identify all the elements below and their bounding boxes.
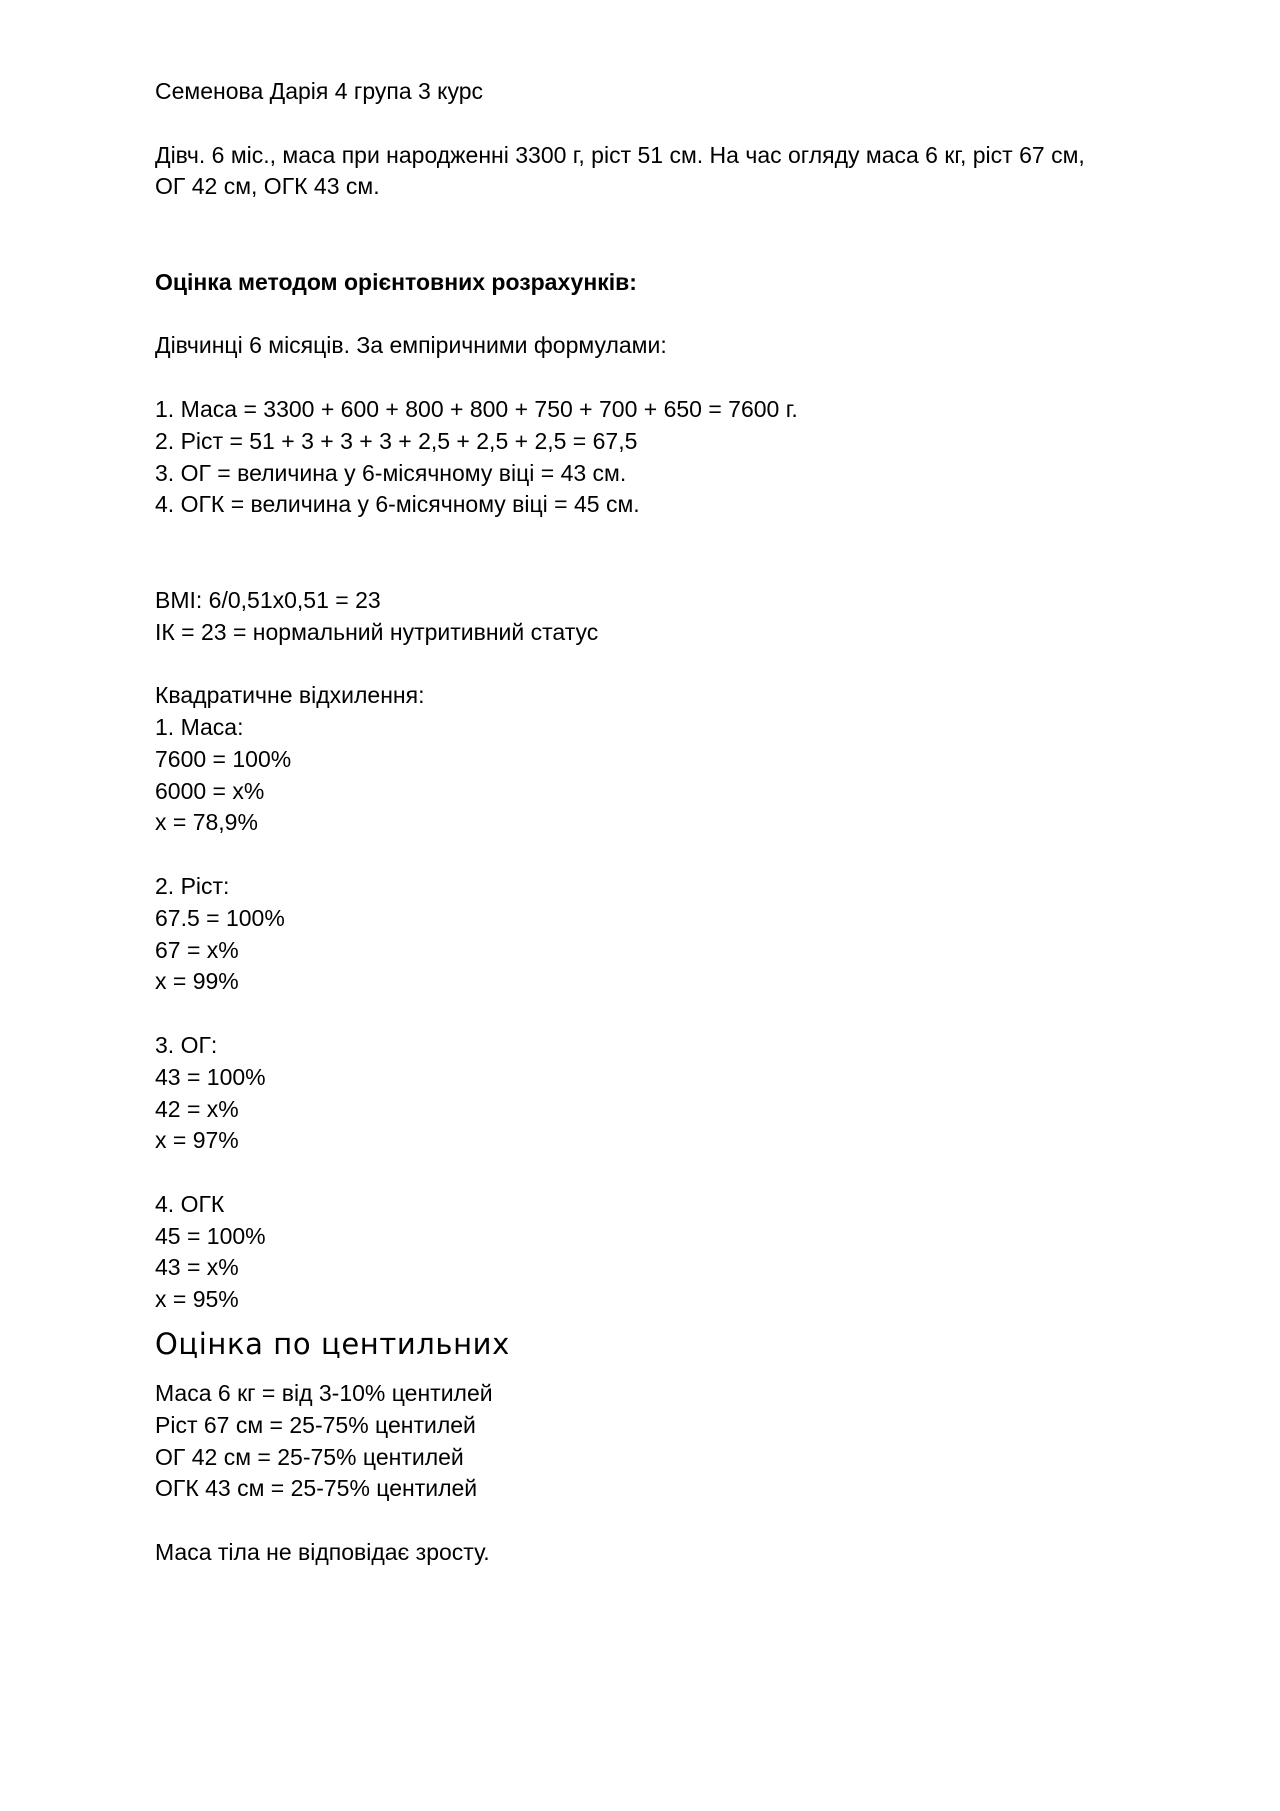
deviation-line: 67.5 = 100% xyxy=(155,904,285,931)
centile-item: ОГК 43 см = 25-75% центилей xyxy=(155,1475,478,1502)
centile-item: ОГ 42 см = 25-75% центилей xyxy=(155,1443,464,1470)
deviation-line: 7600 = 100% xyxy=(155,745,292,772)
centile-item: Маса 6 кг = від 3-10% центилей xyxy=(155,1380,493,1407)
deviation-line: х = 97% xyxy=(155,1127,239,1154)
formula-item: 3. ОГ = величина у 6-місячному віці = 43 см. xyxy=(155,459,627,486)
author-line: Семенова Дарія 4 група 3 курс xyxy=(155,78,484,104)
intro-line: ОГ 42 см, ОГК 43 см. xyxy=(155,173,380,200)
deviation-line: 4. ОГК xyxy=(155,1190,225,1217)
deviation-line: 6000 = х% xyxy=(155,777,265,804)
formula-item: 1. Маса = 3300 + 600 + 800 + 800 + 750 + 700 + 650 = 7600 г. xyxy=(155,395,798,422)
centile-heading: Оцінка по центильних xyxy=(155,1327,510,1362)
conclusion: Маса тіла не відповідає зросту. xyxy=(155,1539,490,1566)
centile-item: Ріст 67 см = 25-75% центилей xyxy=(155,1411,476,1438)
formula-item: 4. ОГК = величина у 6-місячному віці = 45 см. xyxy=(155,491,640,518)
deviation-line: 2. Ріст: xyxy=(155,872,230,899)
deviation-line: 67 = х% xyxy=(155,936,239,963)
deviation-line: 1. Маса: xyxy=(155,713,244,740)
deviation-line: 43 = х% xyxy=(155,1254,239,1281)
deviation-line: х = 95% xyxy=(155,1286,239,1313)
section-subtitle: Дівчинці 6 місяців. За емпіричними формулами: xyxy=(155,332,667,359)
bmi-formula: ВМІ: 6/0,51х0,51 = 23 xyxy=(155,586,381,613)
deviation-line: 42 = х% xyxy=(155,1095,239,1122)
section-title: Оцінка методом орієнтовних розрахунків: xyxy=(155,268,637,295)
deviation-line: 45 = 100% xyxy=(155,1222,266,1249)
bmi-result: ІК = 23 = нормальний нутритивний статус xyxy=(155,618,599,645)
document-body xyxy=(155,76,1135,1569)
deviation-line: х = 99% xyxy=(155,968,239,995)
deviation-line: х = 78,9% xyxy=(155,809,258,836)
deviation-line: 43 = 100% xyxy=(155,1063,266,1090)
deviation-line: 3. ОГ: xyxy=(155,1031,218,1058)
deviation-title: Квадратичне відхилення: xyxy=(155,682,425,709)
intro-line: Дівч. 6 міс., маса при народженні 3300 г, ріст 51 см. На час огляду маса 6 кг, ріст 67 см, xyxy=(155,141,1085,168)
formula-item: 2. Ріст = 51 + 3 + 3 + 3 + 2,5 + 2,5 + 2,5 = 67,5 xyxy=(155,427,638,454)
